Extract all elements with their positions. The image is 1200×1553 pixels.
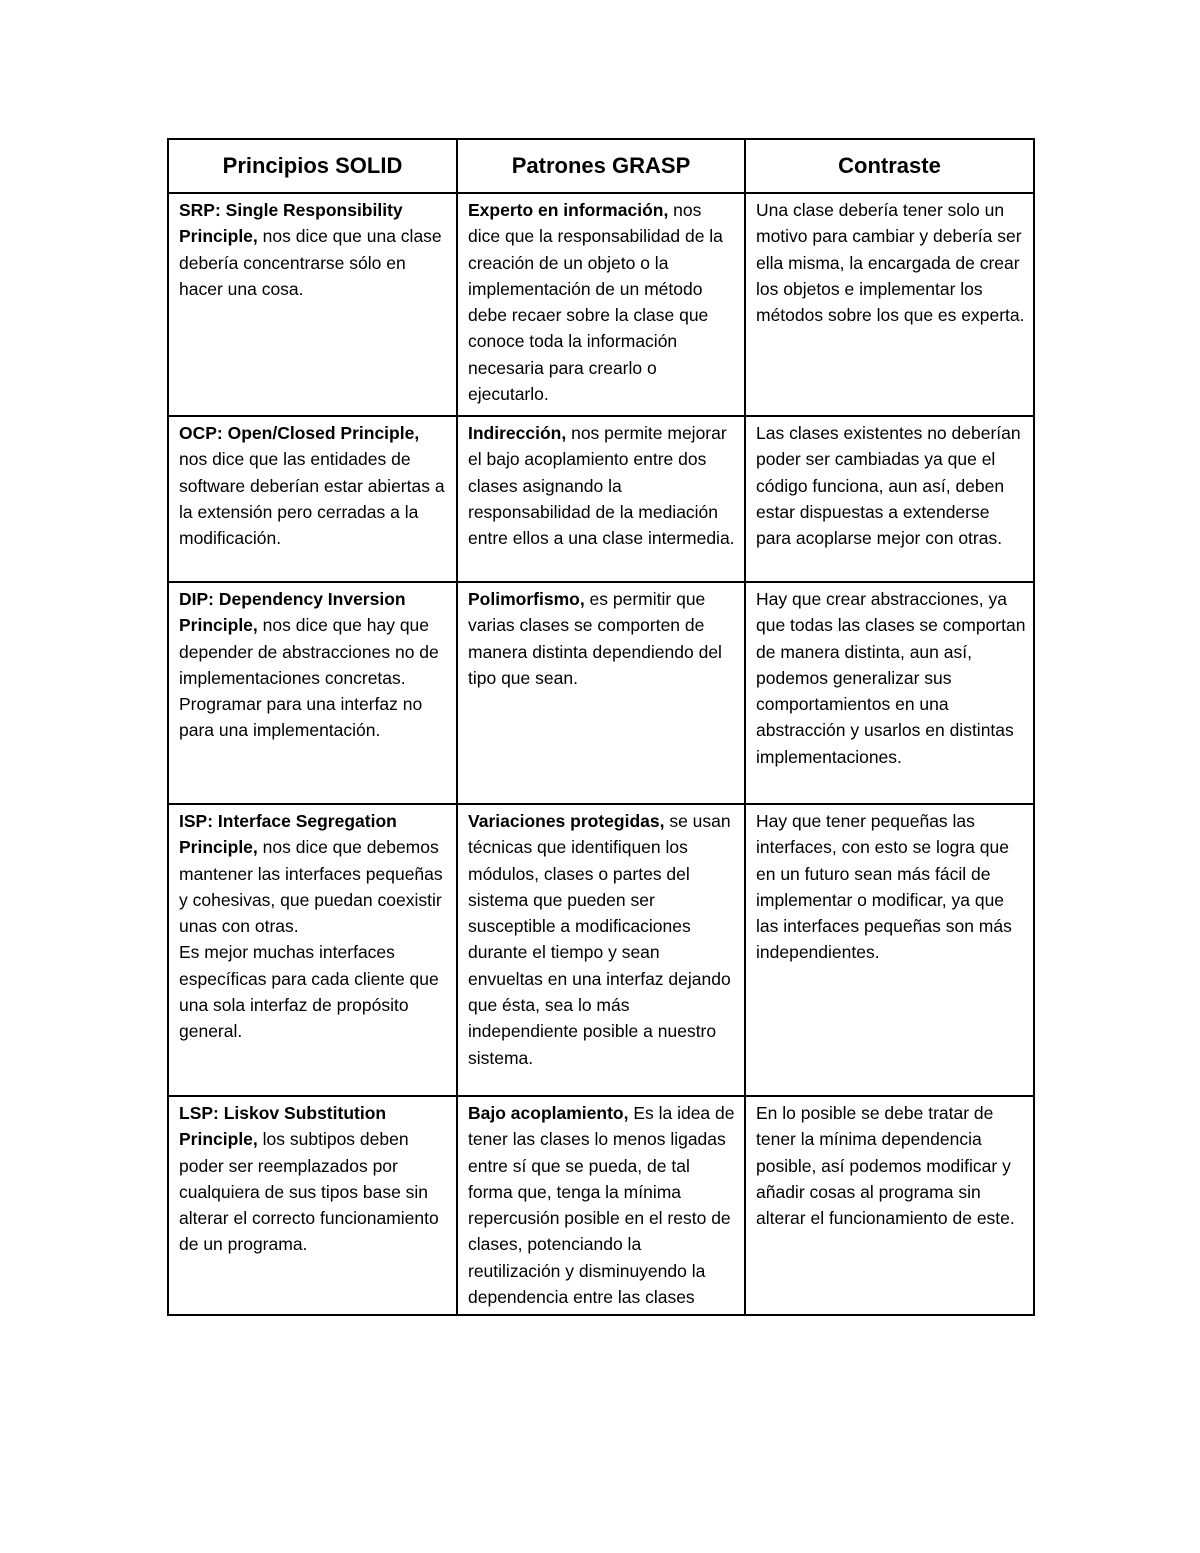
grasp-cell bbox=[457, 582, 745, 804]
solid-text: los subtipos deben poder ser reemplazados por cualquiera de sus tipos base sin alterar el correcto funcionamiento de un programa. bbox=[179, 1129, 439, 1255]
solid-term: DIP: Dependency Inversion Principle, bbox=[179, 589, 406, 636]
table-row bbox=[168, 416, 1034, 582]
table-row bbox=[168, 193, 1034, 416]
solid-cell bbox=[168, 193, 457, 416]
grasp-text: es permitir que varias clases se comporten de manera distinta dependiendo del tipo que sean. bbox=[468, 589, 722, 688]
solid-text: nos dice que debemos mantener las interfaces pequeñas y cohesivas, que puedan coexistir unas con otras. bbox=[179, 837, 443, 937]
grasp-term: Polimorfismo, bbox=[468, 589, 585, 609]
grasp-cell bbox=[457, 193, 745, 416]
solid-term: SRP: Single Responsibility Principle, bbox=[179, 200, 403, 247]
header-row bbox=[168, 139, 1034, 193]
grasp-cell bbox=[457, 1096, 745, 1315]
table-row bbox=[168, 582, 1034, 804]
solid-cell bbox=[168, 416, 457, 582]
contrast-cell: En lo posible se debe tratar de tener la mínima dependencia posible, así podemos modificar y añadir cosas al programa sin alterar el funcionamiento de este. bbox=[745, 1096, 1034, 1315]
table-row bbox=[168, 1096, 1034, 1315]
solid-cell bbox=[168, 804, 457, 1096]
grasp-cell bbox=[457, 416, 745, 582]
grasp-term: Indirección, bbox=[468, 423, 567, 443]
header-grasp: Patrones GRASP bbox=[457, 139, 745, 193]
solid-grasp-table bbox=[167, 138, 1035, 1316]
table-row bbox=[168, 804, 1034, 1096]
grasp-text: nos permite mejorar el bajo acoplamiento entre dos clases asignando la responsabilidad de la mediación entre ellos a una clase intermedia. bbox=[468, 423, 735, 549]
header-contrast: Contraste bbox=[745, 139, 1034, 193]
grasp-term: Experto en información, bbox=[468, 200, 669, 220]
grasp-cell bbox=[457, 804, 745, 1096]
solid-text-extra: Es mejor muchas interfaces específicas para cada cliente que una sola interfaz de propósito general. bbox=[179, 942, 439, 1042]
contrast-cell: Hay que tener pequeñas las interfaces, con esto se logra que en un futuro sean más fácil de implementar o modificar, ya que las interfaces pequeñas son más independientes. bbox=[745, 804, 1034, 1096]
contrast-cell: Hay que crear abstracciones, ya que todas las clases se comportan de manera distinta, aun así, podemos generalizar sus comportamientos en una abstracción y usarlos en distintas implementaciones. bbox=[745, 582, 1034, 804]
solid-term: OCP: Open/Closed Principle, bbox=[179, 423, 420, 443]
solid-term: LSP: Liskov Substitution Principle, bbox=[179, 1103, 387, 1150]
solid-text: nos dice que hay que depender de abstracciones no de implementaciones concretas. Programar para una interfaz no para una implementación. bbox=[179, 615, 439, 741]
solid-cell bbox=[168, 1096, 457, 1315]
grasp-term: Variaciones protegidas, bbox=[468, 811, 665, 831]
grasp-text: se usan técnicas que identifiquen los módulos, clases o partes del sistema que pueden ser susceptible a modificaciones durante el tiempo y sean envueltas en una interfaz dejando que ésta, sea lo más independiente posible a nuestro sistema. bbox=[468, 811, 731, 1068]
solid-text: nos dice que una clase debería concentrarse sólo en hacer una cosa. bbox=[179, 226, 442, 299]
solid-cell bbox=[168, 582, 457, 804]
contrast-cell: Las clases existentes no deberían poder ser cambiadas ya que el código funciona, aun así, deben estar dispuestas a extenderse para acoplarse mejor con otras. bbox=[745, 416, 1034, 582]
header-solid: Principios SOLID bbox=[168, 139, 457, 193]
solid-text: nos dice que las entidades de software deberían estar abiertas a la extensión pero cerradas a la modificación. bbox=[179, 449, 445, 549]
grasp-text: Es la idea de tener las clases lo menos ligadas entre sí que se pueda, de tal forma que, tenga la mínima repercusión posible en el resto de clases, potenciando la reutilización y disminuyendo la dependencia entre las clases bbox=[468, 1103, 735, 1308]
solid-term: ISP: Interface Segregation Principle, bbox=[179, 811, 397, 858]
grasp-text: nos dice que la responsabilidad de la creación de un objeto o la implementación de un método debe recaer sobre la clase que conoce toda la información necesaria para crearlo o ejecutarlo. bbox=[468, 200, 723, 405]
grasp-term: Bajo acoplamiento, bbox=[468, 1103, 629, 1123]
contrast-cell: Una clase debería tener solo un motivo para cambiar y debería ser ella misma, la encargada de crear los objetos e implementar los métodos sobre los que es experta. bbox=[745, 193, 1034, 416]
